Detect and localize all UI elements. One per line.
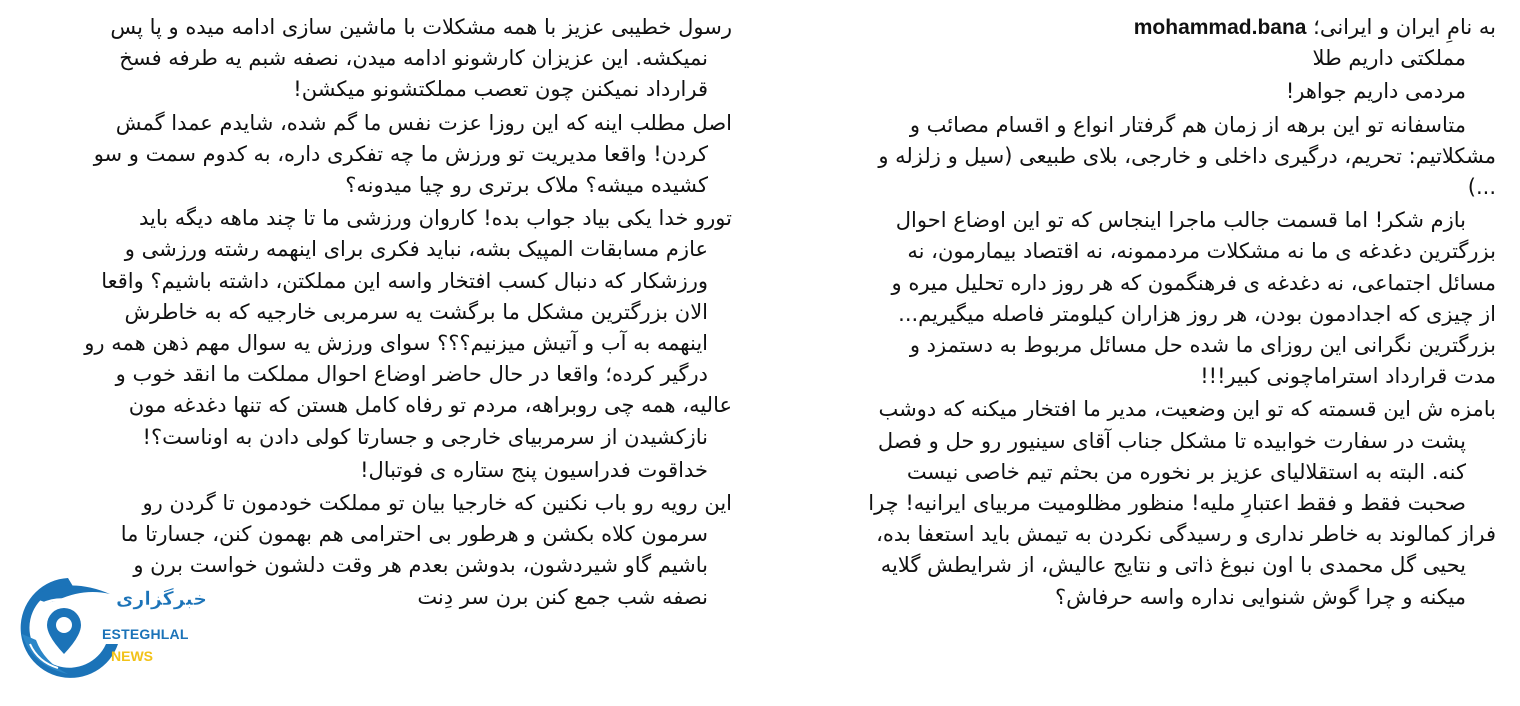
- text-line: بازم شکر! اما قسمت جالب ماجرا اینجاس که تو این اوضاع احوال: [895, 208, 1466, 233]
- paragraph: [780, 110, 1496, 204]
- text-line: از چیزی که اجدادمون بودن، هر روز هزاران کیلومتر فاصله میگیریم...: [898, 301, 1496, 326]
- paragraph: [14, 203, 732, 453]
- text-line: نمیکشه. این عزیزان کارشونو ادامه میدن، نصفه شبم یه طرفه فسخ: [119, 46, 708, 71]
- text-line: عالیه، همه چی روبراهه، مردم تو رفاه کامل هستن که تنها دغدغه مون: [128, 393, 732, 418]
- text-line: سرمون کلاه بکشن و هرطور بی احترامی هم بهمون کنن، جسارتا ما: [120, 522, 708, 547]
- text-line: مشکلاتیم: تحریم، درگیری داخلی و خارجی، بلای طبیعی (سیل و زلزله و: [878, 143, 1496, 168]
- text-line: کنه. البته به استقلالیای عزیز بر نخوره من بحثم تیم خاصی نیست: [906, 459, 1466, 484]
- text-line: فراز کمالوند به خاطر نداری و رسیدگی نکردن به تیمش باید استعفا بده،: [876, 522, 1496, 547]
- text-line: قرارداد نمیکنن چون تعصب مملکتشونو میکشن!: [293, 77, 708, 102]
- comment-header: [780, 12, 1496, 43]
- text-line: خداقوت فدراسیون پنج ستاره ی فوتبال!: [360, 457, 708, 482]
- text-line: درگیر کرده؛ واقعا در حال حاضر اوضاع احوال مملکت ما انقد خوب و: [115, 362, 708, 387]
- text-line: بامزه ش این قسمته که تو این وضعیت، مدیر ما افتخار میکنه که دوشب: [878, 397, 1496, 422]
- text-line: ...): [1467, 175, 1496, 200]
- text-line: مملکتی داریم طلا: [1312, 46, 1466, 71]
- paragraph: [14, 108, 732, 202]
- text-line: پشت در سفارت خوابیده تا مشکل جناب آقای سینیور رو حل و فصل: [877, 428, 1466, 453]
- text-line: مردمی داریم جواهر!: [1285, 79, 1466, 104]
- text-line: باشیم گاو شیردشون، بدوشن بعدم هر وقت دلشون خواست برن و: [133, 553, 708, 578]
- text-line: رسول خطیبی عزیز با همه مشکلات با ماشین سازی ادامه میده و پا پس: [110, 15, 732, 39]
- watermark-subtitle: NEWS: [111, 648, 153, 664]
- text-line: ورزشکار که دنبال کسب افتخار واسه این مملکتن، داشته باشیم؟ واقعا: [101, 268, 708, 293]
- paragraph: [14, 455, 732, 486]
- comment-greeting: به نامِ ایران و ایرانی؛: [1313, 15, 1496, 39]
- text-line: بزرگترین دغدغه ی ما نه مشکلات مردممونه، نه اقتصاد بیمارمون، نه: [907, 239, 1496, 264]
- text-line: این رویه رو باب نکنین که خارجیا بیان تو مملکت خودمون تا گردن رو: [142, 491, 732, 516]
- paragraph: [780, 76, 1496, 107]
- paragraph: [780, 394, 1496, 612]
- text-line: کردن! واقعا مدیریت تو ورزش ما چه تفکری داره، به کدوم سمت و سو: [93, 141, 708, 166]
- text-line: تورو خدا یکی بیاد جواب بده! کاروان ورزشی ما تا چند ماهه دیگه باید: [138, 206, 732, 231]
- text-line: کشیده میشه؟ ملاک برتری رو چیا میدونه؟: [345, 173, 708, 198]
- paragraph: [780, 205, 1496, 392]
- text-line: اصل مطلب اینه که این روزا عزت نفس ما گم شده، شایدم عمدا گمش: [115, 110, 732, 135]
- username-link[interactable]: mohammad.bana: [1133, 16, 1307, 39]
- paragraph: [14, 12, 732, 106]
- esteghlal-news-watermark: [14, 574, 208, 684]
- text-line: الان بزرگترین مشکل ما برگشت یه سرمربی خارجیه که به خاطرش: [124, 299, 708, 324]
- text-line: متاسفانه تو این برهه از زمان هم گرفتار انواع و اقسام مصائب و: [909, 112, 1466, 137]
- text-line: میکنه و چرا گوش شنوایی نداره واسه حرفاش؟: [1055, 584, 1466, 609]
- text-line: مسائل اجتماعی، نه دغدغه ی فرهنگمون که هر روز داره تحلیل میره و: [891, 270, 1496, 295]
- text-line: نازکشیدن از سرمربیای خارجی و جسارتا کولی دادن به اوناست؟!: [142, 424, 708, 449]
- text-line: عازم مسابقات المپیک بشه، نباید فکری برای اینهمه رشته ورزشی و: [124, 237, 708, 262]
- text-line: اینهمه به آب و آتیش میزنیم؟؟؟ سوای ورزش یه سوال مهم ذهن همه رو: [84, 331, 708, 356]
- watermark-brand: ESTEGHLAL: [102, 626, 189, 642]
- paragraph: [780, 43, 1496, 74]
- text-line: یحیی گل محمدی با اون نبوغ ذاتی و نتایج عالیش، از شرایطش گلایه: [880, 553, 1466, 578]
- watermark-persian-label: خبرگزاری: [116, 588, 208, 610]
- comment-left-column: [14, 12, 732, 615]
- text-line: بزرگترین نگرانی این روزای ما شده حل مسائل مربوط به دستمزد و: [909, 333, 1496, 358]
- comment-right-column: [780, 12, 1496, 615]
- text-line: صحبت فقط و فقط اعتبارِ ملیه! منظور مظلومیت مربیای ایرانیه! چرا: [868, 491, 1466, 516]
- text-line: نصفه شب جمع کنن برن سر دِنت: [417, 584, 708, 609]
- text-line: مدت قرارداد استراماچونی کبیر!!!: [1200, 364, 1496, 389]
